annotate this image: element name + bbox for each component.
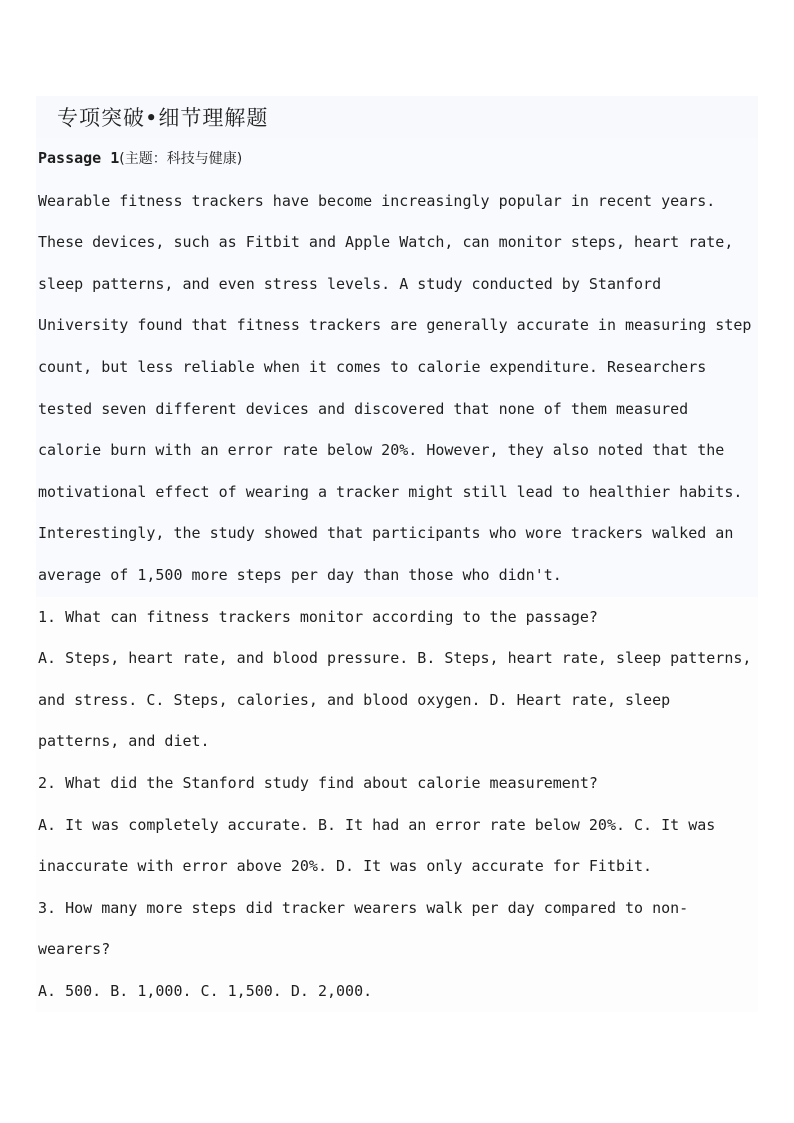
passage-line: calorie burn with an error rate below 20%. However, they also noted that the [38, 441, 725, 460]
questions-section [36, 597, 758, 1013]
passage-line: count, but less reliable when it comes to calorie expenditure. Researchers [38, 357, 707, 376]
question-text: wearers? [38, 940, 111, 959]
question-options: A. It was completely accurate. B. It had an error rate below 20%. C. It was [38, 815, 716, 834]
document-page [36, 96, 758, 1012]
passage-line: sleep patterns, and even stress levels. A study conducted by Stanford [38, 274, 662, 293]
question-2 [36, 763, 758, 888]
passage-label: Passage 1 [38, 149, 120, 167]
passage-heading [36, 138, 758, 181]
passage-line: These devices, such as Fitbit and Apple Watch, can monitor steps, heart rate, [38, 233, 734, 252]
passage-line: tested seven different devices and discovered that none of them measured [38, 399, 689, 418]
question-text: 3. How many more steps did tracker wearers walk per day compared to non- [38, 898, 689, 917]
passage-topic: (主题：科技与健康) [119, 151, 243, 167]
question-text: 1. What can fitness trackers monitor according to the passage? [38, 607, 598, 626]
passage-line: University found that fitness trackers are generally accurate in measuring step [38, 316, 752, 335]
question-1 [36, 597, 758, 763]
question-options: and stress. C. Steps, calories, and blood oxygen. D. Heart rate, sleep [38, 690, 671, 709]
question-options: patterns, and diet. [38, 732, 210, 751]
question-text: 2. What did the Stanford study find about calorie measurement? [38, 773, 598, 792]
question-options: A. 500. B. 1,000. C. 1,500. D. 2,000. [38, 981, 373, 1000]
passage-line: Interestingly, the study showed that participants who wore trackers walked an [38, 524, 734, 543]
question-3 [36, 888, 758, 1013]
page-title: 专项突破•细节理解题 [36, 96, 758, 138]
passage-line: motivational effect of wearing a tracker might still lead to healthier habits. [38, 482, 743, 501]
passage-section [36, 138, 758, 597]
question-options: A. Steps, heart rate, and blood pressure. B. Steps, heart rate, sleep patterns, [38, 649, 752, 668]
passage-line: Wearable fitness trackers have become increasingly popular in recent years. [38, 191, 716, 210]
passage-line: average of 1,500 more steps per day than those who didn't. [38, 565, 562, 584]
question-options: inaccurate with error above 20%. D. It was only accurate for Fitbit. [38, 857, 653, 876]
